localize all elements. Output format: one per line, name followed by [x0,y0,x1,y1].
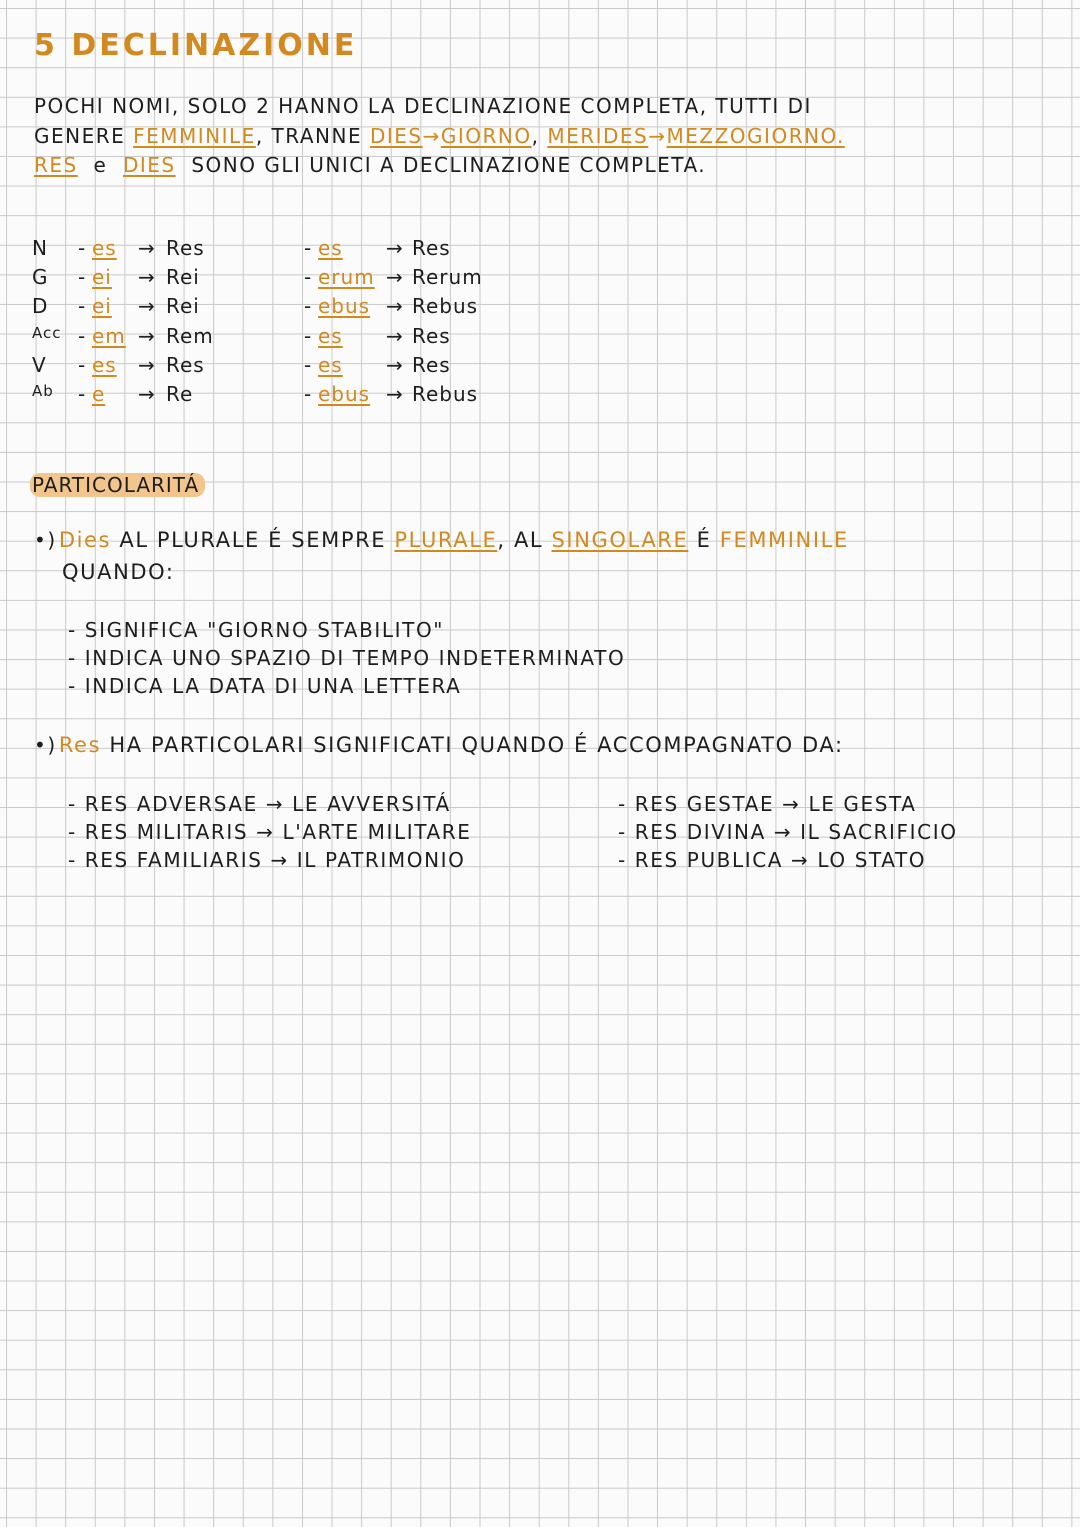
declension-sg-end: ei [92,265,112,290]
arrow: → [648,124,667,148]
declension-case: Ab [32,382,54,400]
list-dash: - [68,792,77,816]
res-paragraph-line [34,733,844,757]
keyword-dies: Dies [58,528,112,552]
paragraph-text: HA PARTICOLARI SIGNIFICATI QUANDO É ACCOMPAGNATO DA: [109,733,844,757]
intro-line-3 [34,153,706,177]
declension-pl-form: Res [412,323,451,348]
arrow: → [422,124,441,148]
dies-paragraph-line-2: QUANDO: [62,560,175,584]
declension-pl-form: Res [412,236,451,260]
arrow: → [138,323,156,348]
arrow: → [138,236,156,260]
declension-pl-form: Rebus [412,382,479,406]
declension-sg-form: Re [166,382,194,406]
declension-case: N [32,236,48,260]
declension-pl-form: Rebus [412,294,479,319]
intro-highlight-dies: DIES [122,153,176,177]
declension-sg-form: Res [166,236,205,260]
dash: - [78,382,87,406]
declension-pl-end: es [318,323,343,348]
list-item-text: INDICA LA DATA DI UNA LETTERA [84,674,462,698]
declension-sg-form: Rem [166,323,214,348]
declension-pl-form: Res [412,352,451,377]
intro-highlight-femminile: FEMMINILE [133,124,256,148]
arrow: → [138,382,156,406]
keyword-singolare: SINGOLARE [551,528,689,552]
dash: - [78,323,87,348]
section-title [32,473,205,497]
list-item-text: RES MILITARIS → L'ARTE MILITARE [84,820,472,844]
list-item-text: RES PUBLICA → LO STATO [634,848,927,872]
dash: - [304,323,313,348]
list-dash: - [68,618,77,642]
declension-pl-end: es [318,236,343,260]
dies-paragraph-line-1 [34,528,849,552]
declension-sg-end: e [92,382,106,406]
list-item-text: INDICA UNO SPAZIO DI TEMPO INDETERMINATO [84,646,626,670]
res-left-item [68,848,466,872]
declension-sg-form: Res [166,352,205,377]
list-dash: - [68,848,77,872]
paragraph-text: , AL [497,528,544,552]
bullet: •) [34,733,57,757]
keyword-plurale: PLURALE [394,528,498,552]
intro-highlight-res: RES [34,153,78,177]
dash: - [78,352,87,377]
declension-pl-end: ebus [318,294,371,319]
list-item-text: SIGNIFICA "GIORNO STABILITO" [84,618,445,642]
declension-case: D [32,294,49,319]
dash: - [304,352,313,377]
list-dash: - [68,646,77,670]
page-title: 5 DECLINAZIONE [34,28,358,63]
declension-pl-end: erum [318,265,375,290]
res-left-item [68,792,451,816]
dash: - [304,294,313,319]
arrow: → [386,352,404,377]
list-dash: - [68,674,77,698]
intro-highlight-merides: MERIDES [547,124,649,148]
declension-case: G [32,265,49,290]
arrow: → [386,236,404,260]
declension-case: Acc [32,323,62,342]
dash: - [304,236,313,260]
list-dash: - [618,848,627,872]
arrow: → [386,265,404,290]
list-item-text: RES GESTAE → LE GESTA [634,792,917,816]
arrow: → [386,323,404,348]
res-left-item [68,820,472,844]
res-right-item [618,848,926,872]
paragraph-text: É [696,528,712,552]
arrow: → [138,352,156,377]
declension-pl-end: es [318,352,343,377]
intro-line-2 [34,124,845,148]
arrow: → [386,382,404,406]
intro-text: e [93,153,108,177]
dash: - [78,236,87,260]
arrow: → [138,294,156,319]
intro-text: , TRANNE [255,124,363,148]
res-right-item [618,820,958,844]
list-dash: - [618,792,627,816]
res-right-item [618,792,917,816]
intro-line-1: POCHI NOMI, SOLO 2 HANNO LA DECLINAZIONE COMPLETA, TUTTI DI [34,94,812,118]
declension-sg-end: es [92,352,117,377]
keyword-res: Res [58,733,102,757]
section-title-text: PARTICOLARITÁ [30,473,205,497]
intro-text: , [531,124,540,148]
declension-sg-end: em [92,323,126,348]
arrow: → [138,265,156,290]
dash: - [304,265,313,290]
declension-sg-form: Rei [166,294,200,319]
bullet: •) [34,528,57,552]
arrow: → [386,294,404,319]
intro-highlight-dies: DIES [369,124,423,148]
list-item-text: RES DIVINA → IL SACRIFICIO [634,820,958,844]
declension-pl-end: ebus [318,382,371,406]
list-item-text: RES ADVERSAE → LE AVVERSITÁ [84,792,451,816]
dies-list-item [68,618,444,642]
declension-pl-form: Rerum [412,265,483,290]
dash: - [78,265,87,290]
list-item-text: RES FAMILIARIS → IL PATRIMONIO [84,848,466,872]
declension-sg-end: es [92,236,117,260]
dies-list-item [68,646,625,670]
dies-list-item [68,674,461,698]
intro-text: SONO GLI UNICI A DECLINAZIONE COMPLETA. [191,153,707,177]
intro-text: GENERE [34,124,126,148]
declension-case: V [32,352,47,377]
dash: - [78,294,87,319]
list-dash: - [68,820,77,844]
declension-sg-end: ei [92,294,112,319]
intro-highlight-giorno: GIORNO [440,124,532,148]
keyword-femminile: FEMMINILE [719,528,849,552]
dash: - [304,382,313,406]
declension-sg-form: Rei [166,265,200,290]
paragraph-text: AL PLURALE É SEMPRE [119,528,387,552]
list-dash: - [618,820,627,844]
intro-highlight-mezzogiorno: MEZZOGIORNO. [666,124,845,148]
